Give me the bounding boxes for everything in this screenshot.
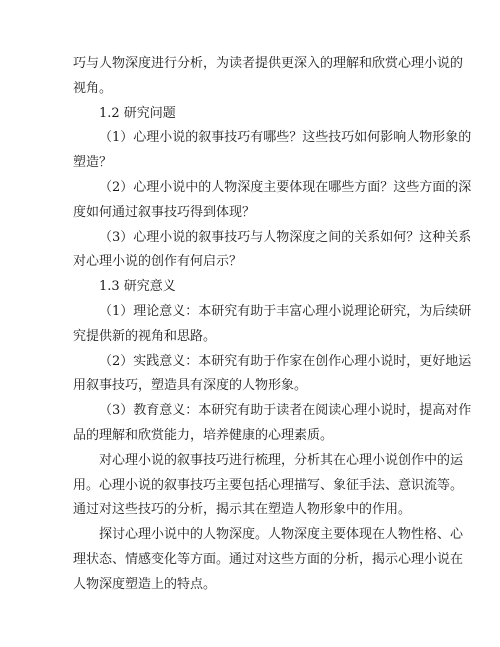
text-line: （3）教育意义：本研究有助于读者在阅读心理小说时，提高对作 — [99, 403, 472, 419]
text-line: 通过对这些技巧的分析，揭示其在塑造人物形象中的作用。 — [73, 502, 412, 518]
text-line: 塑造？ — [73, 155, 113, 171]
text-line: 人物深度塑造上的特点。 — [73, 576, 217, 592]
text-line: （2）心理小说中的人物深度主要体现在哪些方面？这些方面的深 — [99, 179, 472, 195]
document-page — [73, 52, 472, 598]
text-line: 对心理小说的叙事技巧进行梳理，分析其在心理小说创作中的运 — [99, 452, 464, 468]
text-line: （1）理论意义：本研究有助于丰富心理小说理论研究，为后续研 — [99, 303, 472, 319]
text-line: （1）心理小说的叙事技巧有哪些？这些技巧如何影响人物形象的 — [99, 130, 472, 146]
text-line: 用。心理小说的叙事技巧主要包括心理描写、象征手法、意识流等。 — [73, 477, 464, 493]
text-line: 究提供新的视角和思路。 — [73, 328, 217, 344]
text-line: 探讨心理小说中的人物深度。人物深度主要体现在人物性格、心 — [99, 527, 464, 543]
text-line: 度如何通过叙事技巧得到体现？ — [73, 204, 256, 220]
text-line: 视角。 — [73, 80, 113, 96]
text-line: 巧与人物深度进行分析，为读者提供更深入的理解和欣赏心理小说的 — [73, 56, 464, 71]
text-line: 对心理小说的创作有何启示？ — [73, 254, 243, 270]
text-line: （3）心理小说的叙事技巧与人物深度之间的关系如何？这种关系 — [99, 229, 472, 245]
text-line: （2）实践意义：本研究有助于作家在创作心理小说时，更好地运 — [99, 353, 472, 369]
section-heading: 1.2 研究问题 — [99, 105, 176, 121]
text-line: 品的理解和欣赏能力，培养健康的心理素质。 — [73, 427, 334, 443]
text-line: 用叙事技巧，塑造具有深度的人物形象。 — [73, 378, 308, 394]
text-line: 理状态、情感变化等方面。通过对这些方面的分析，揭示心理小说在 — [73, 551, 464, 567]
section-heading: 1.3 研究意义 — [99, 279, 176, 295]
